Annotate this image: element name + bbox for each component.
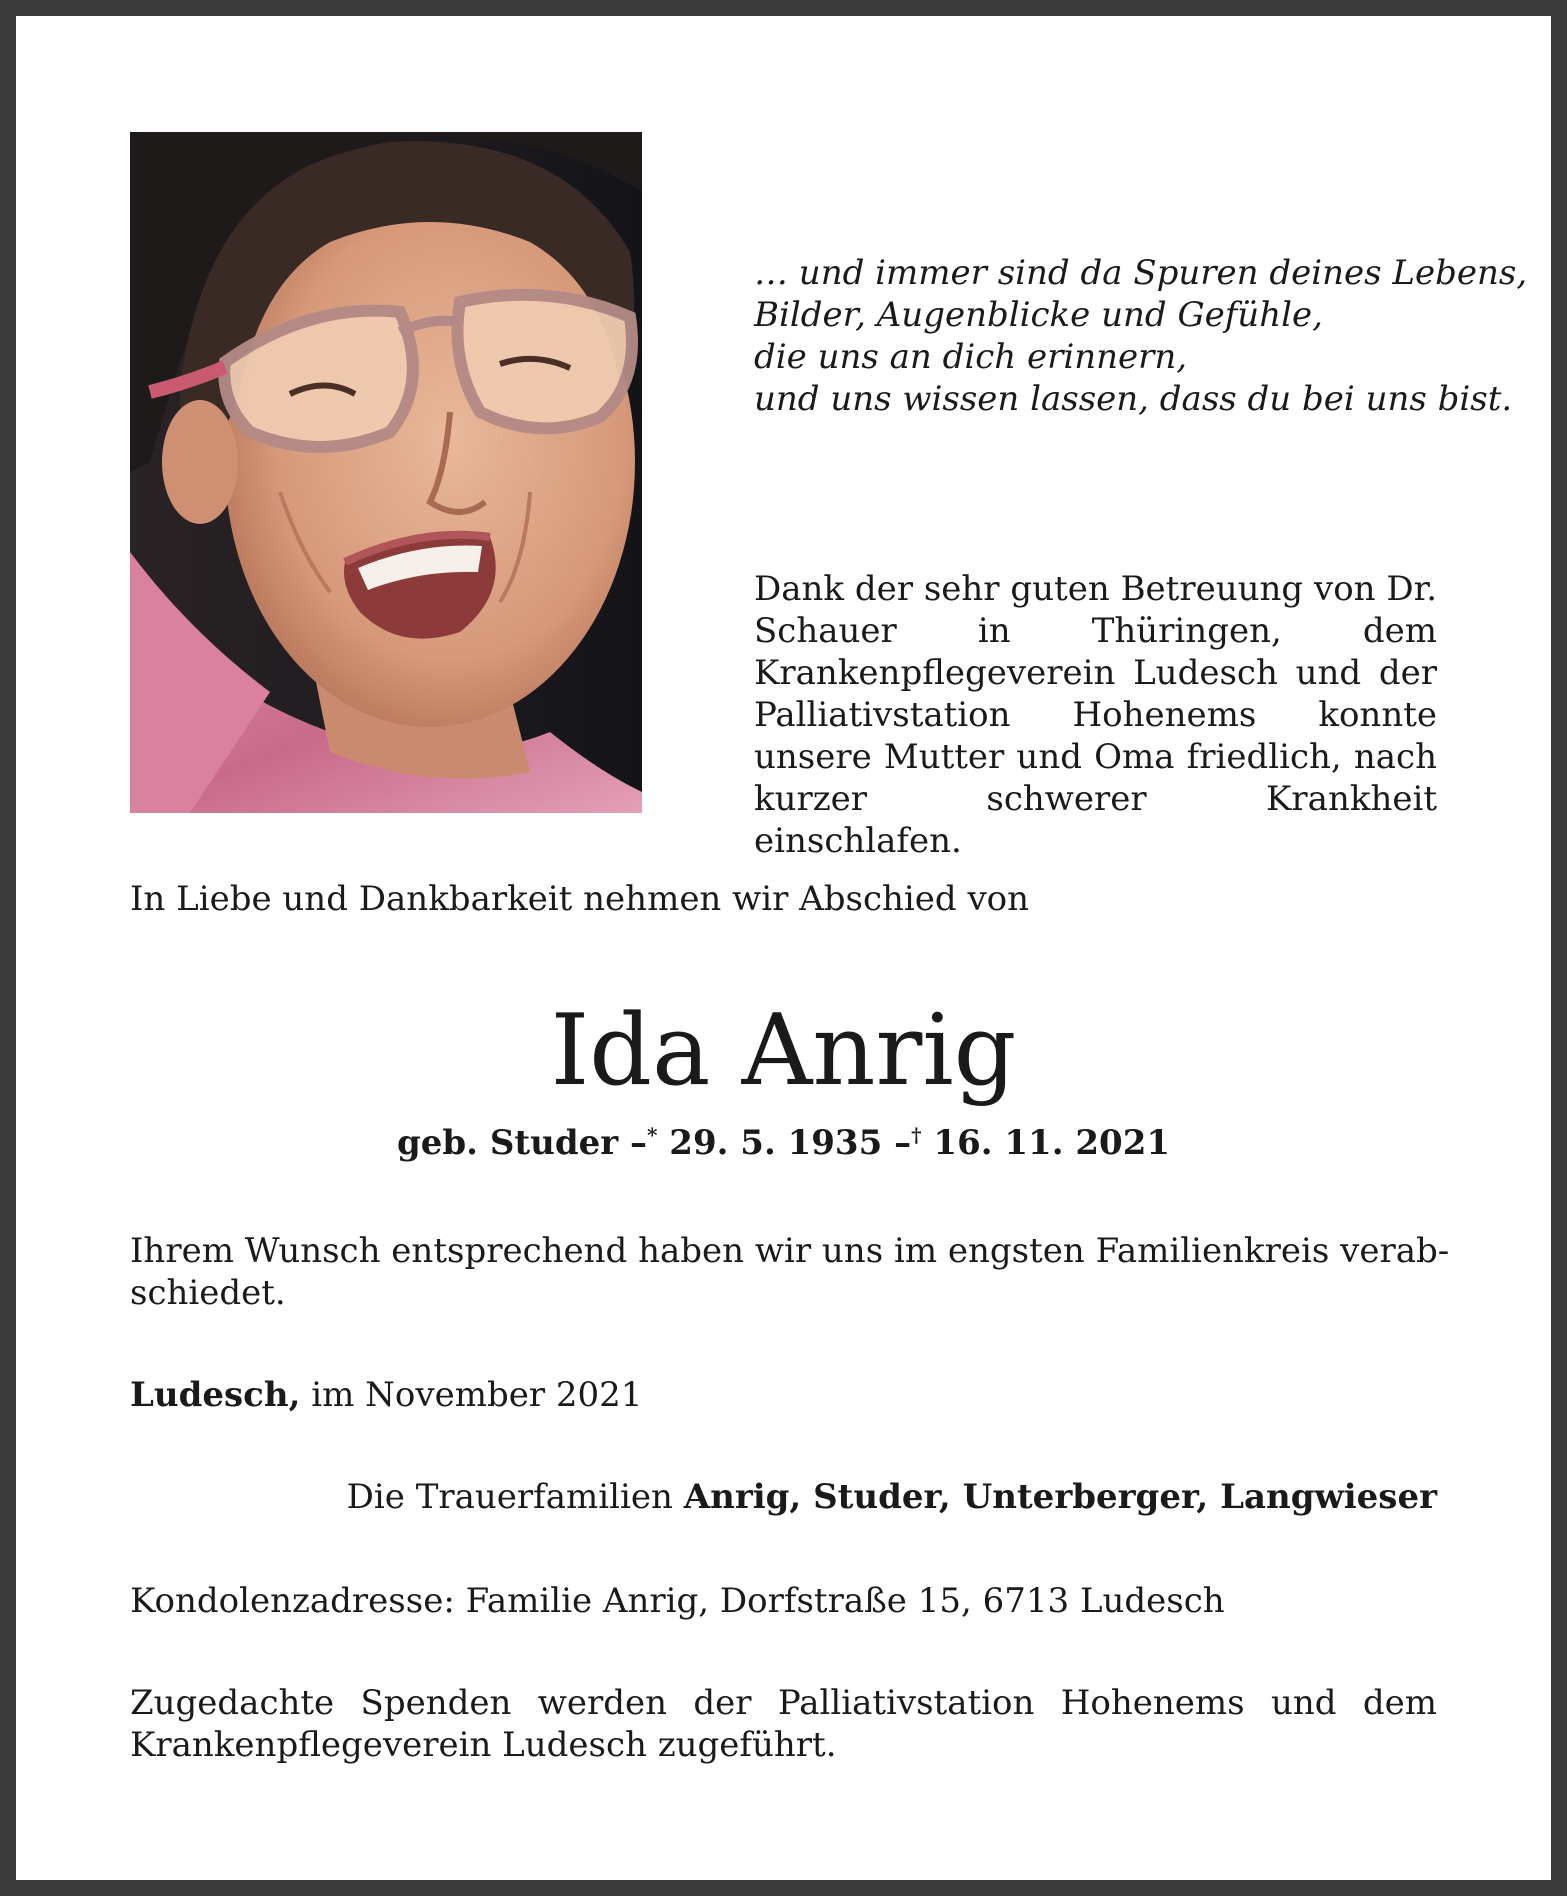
donations-paragraph — [130, 1682, 1437, 1766]
died-symbol: † — [911, 1123, 922, 1147]
birth-date: 29. 5. 1935 — [669, 1123, 883, 1163]
poem-line: Bilder, Augenblicke und Gefühle, — [754, 295, 1323, 335]
poem-verse — [754, 252, 1528, 420]
wish-line: Ihrem Wunsch entsprechend haben wir uns im engsten Familienkreis verab- — [130, 1231, 1450, 1271]
place-and-date — [130, 1374, 642, 1416]
thanks-paragraph: Dank der sehr guten Betreuung von Dr. Schauer in Thüringen, dem Krankenpflegeverein Ludesch und der Palliativstation Hohenems konnte unsere Mutter und Oma friedlich, nach kurzer schwerer Krankheit einschlafen. — [754, 569, 1437, 861]
born-symbol: * — [646, 1123, 658, 1147]
mourning-families — [130, 1476, 1437, 1518]
portrait-image — [130, 132, 642, 813]
death-date: 16. 11. 2021 — [933, 1123, 1171, 1163]
farewell-intro: In Liebe und Dankbarkeit nehmen wir Abschied von — [130, 879, 1030, 919]
wish-paragraph — [130, 1230, 1450, 1314]
obituary-page — [16, 16, 1551, 1880]
donations-line: Krankenpflegeverein Ludesch zugeführt. — [130, 1725, 837, 1765]
life-dates — [16, 1122, 1551, 1164]
date-separator: – — [894, 1123, 912, 1163]
birth-name: geb. Studer — [396, 1123, 619, 1163]
families-prefix: Die Trauerfamilien — [346, 1477, 673, 1517]
poem-line: und uns wissen lassen, dass du bei uns bist. — [754, 379, 1513, 419]
wish-line: schiedet. — [130, 1273, 286, 1313]
family-names: Anrig, Studer, Unterberger, Langwieser — [683, 1477, 1437, 1517]
donations-line: Zugedachte Spenden werden der Palliativstation Hohenems und dem — [130, 1683, 1437, 1723]
poem-line: … und immer sind da Spuren deines Lebens, — [754, 253, 1528, 293]
poem-line: die uns an dich erinnern, — [754, 337, 1188, 377]
date-separator: – — [629, 1123, 647, 1163]
deceased-name: Ida Anrig — [550, 994, 1017, 1108]
portrait-photo — [130, 132, 642, 813]
town-name: Ludesch, — [130, 1375, 301, 1415]
month-year: im November 2021 — [311, 1375, 643, 1415]
condolence-address: Kondolenzadresse: Familie Anrig, Dorfstraße 15, 6713 Ludesch — [130, 1581, 1225, 1621]
